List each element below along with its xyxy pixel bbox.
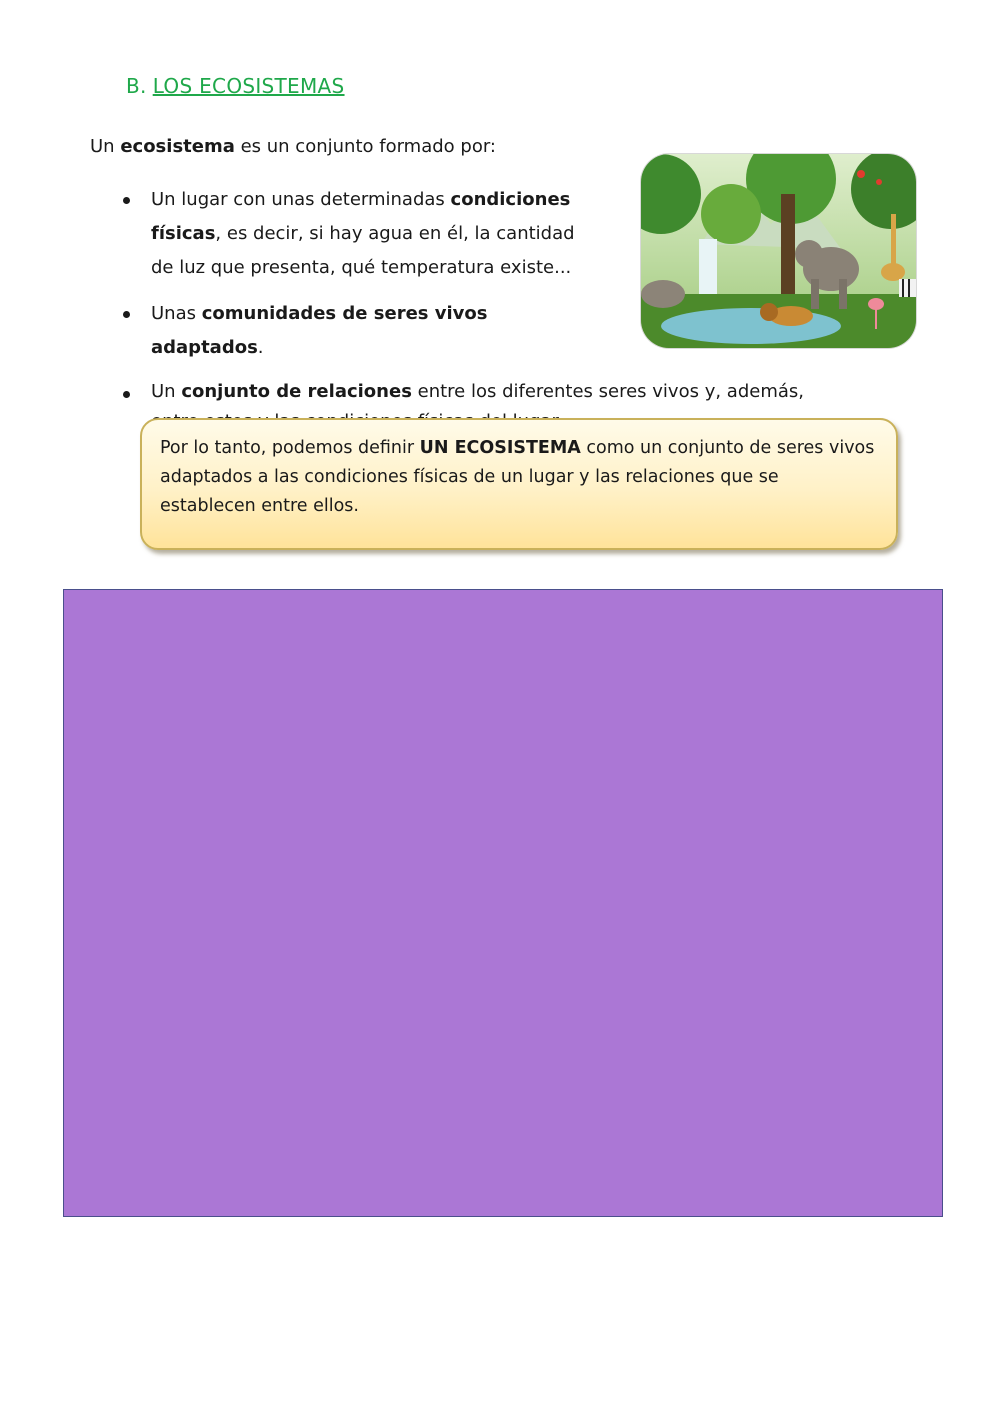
section-letter: B. xyxy=(126,74,147,98)
intro-paragraph xyxy=(90,136,496,157)
section-heading xyxy=(126,74,345,98)
section-title: LOS ECOSISTEMAS xyxy=(152,74,345,98)
jungle-scene-image xyxy=(641,154,916,348)
definition-box xyxy=(140,418,898,550)
list-item-bold: comunidades de seres vivos adaptados xyxy=(151,303,488,358)
list-item xyxy=(120,297,600,365)
list-item-text: Un lugar con unas determinadas xyxy=(151,189,451,210)
list-item-bold: conjunto de relaciones xyxy=(181,381,412,402)
intro-text-post: es un conjunto formado por: xyxy=(234,136,496,157)
list-item-text: Un xyxy=(151,381,182,402)
definition-text: como un conjunto de seres vivos adaptados a las condiciones físicas de un lugar y las relaciones que se establecen entre ellos. xyxy=(160,438,875,516)
intro-text-bold: ecosistema xyxy=(120,136,235,157)
list-item-bold: condiciones físicas xyxy=(151,189,571,244)
list-item xyxy=(120,183,600,285)
list-item-text: , es decir, si hay agua en él, la cantidad de luz que presenta, qué temperatura existe... xyxy=(151,223,575,278)
purple-content-area xyxy=(63,589,943,1217)
intro-text-pre: Un xyxy=(90,136,121,157)
definition-bold: UN ECOSISTEMA xyxy=(419,438,581,458)
list-item-text: entre los diferentes seres vivos y, además, xyxy=(417,381,804,402)
list-item-text: . xyxy=(257,337,264,358)
definition-text: Por lo tanto, podemos definir xyxy=(160,438,420,458)
components-list xyxy=(120,183,804,449)
ecosystem-illustration xyxy=(641,154,916,348)
list-item-text: Unas xyxy=(151,303,202,324)
